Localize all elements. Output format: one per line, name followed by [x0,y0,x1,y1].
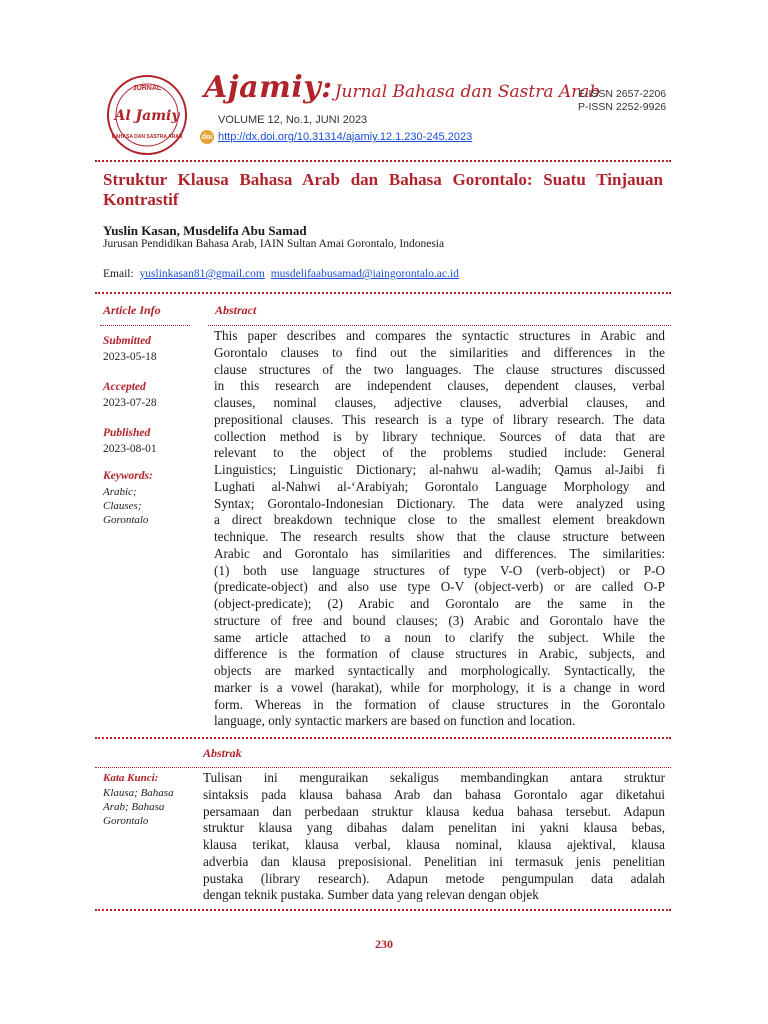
text-line: This paper describes and compares the syntactic structures in Arabic and [214,328,665,343]
submitted-label: Submitted [103,335,151,347]
brand-sub: Jurnal Bahasa dan Sastra Arab [334,82,601,102]
text-line: Lughati al-Nahwi al-ʻArabiyah; Gorontalo Language Morphology and [214,478,665,494]
logo-text-main: Al Jamiy [114,108,180,124]
accepted-date: 2023-07-28 [103,397,157,409]
accepted-label: Accepted [103,381,146,393]
kata-kunci-list [103,786,174,828]
abstract-heading: Abstract [215,303,257,317]
text-line: Arabic and Gorontalo has similarities and differences. The similarities: [214,545,665,561]
text-line: (predicate-object) and also use type O-V (object-verb) or are called O-P [214,579,665,595]
text-line: clauses, nominal clauses, adjective clauses, adverbial clauses, and [214,395,665,410]
doi-icon: doi [200,130,214,144]
article-info-heading: Article Info [103,303,161,317]
page-number: 230 [375,937,393,951]
header-divider [95,160,671,162]
info-head-divider [100,325,190,326]
abstrak-top-divider [95,737,671,739]
logo-text-top: JURNAL [132,85,162,92]
abstract-head-divider [208,325,671,326]
text-line: language, only syntactic markers are based on function and location. [214,713,576,729]
email-label: Email: [103,268,134,280]
text-line: klausa terikat, klausa verbal, klausa nominal, klausa ajektival, klausa [203,837,665,852]
footer-divider [95,909,671,911]
text-line: difference is the formation of clause structures in Arabic, subjects, and [214,646,665,662]
text-line: dengan teknik pustaka. Sumber data yang relevan dengan objek [203,887,539,903]
email-link-1[interactable]: yuslinkasan81@gmail.com [139,268,265,280]
text-line: Tulisan ini menguraikan sekaligus membandingkan antara struktur [203,770,665,785]
text-line: Syntax; Gorontalo-Indonesian Dictionary. The data were analyzed using [214,495,665,511]
text-line: pustaka (library research). Adapun metode pengumpulan data adalah [203,870,665,886]
text-line: (object-predicate); (2) Arabic and Gorontalo are the same in the [214,596,665,611]
published-date: 2023-08-01 [103,443,157,455]
text-line: Gorontalo clauses to find out the similarities and differences in the [214,344,665,360]
text-line: structure of free and bound clauses; (3) Arabic and Gorontalo have the [214,612,665,628]
text-line: same article attached to a noun to clarify the subject. While the [214,629,665,645]
text-line: objects are marked syntactically and morphologically. Syntactically, the [214,663,665,678]
brand-main: Ajamiy: [204,70,333,105]
text-line: relevant to the object of the problems studied include: General [214,445,665,461]
kata-kunci-label: Kata Kunci: [103,772,159,784]
keyword: Arab; Bahasa [103,801,165,813]
keyword: Clauses; [103,500,142,512]
text-line: a direct breakdown technique close to the smallest element breakdown [214,512,665,528]
journal-brand [204,70,600,105]
email-link-2[interactable]: musdelifaabusamad@iaingorontalo.ac.id [270,268,459,280]
keyword: Klausa; Bahasa [103,787,174,799]
abstrak-head-divider [95,767,671,768]
volume-info: VOLUME 12, No.1, JUNI 2023 [218,114,368,126]
submitted-date: 2023-05-18 [103,351,157,363]
logo-text-bottom: BAHASA DAN SASTRA ARAB [111,134,183,140]
text-line: collection method is by library technique. Sources of data that are [214,428,665,444]
doi-link[interactable]: http://dx.doi.org/10.31314/ajamiy.12.1.230-245.2023 [218,131,473,143]
article-title: Struktur Klausa Bahasa Arab dan Bahasa Gorontalo: Suatu Tinjauan Kontrastif [103,170,663,209]
pissn: P-ISSN 2252-9926 [578,101,667,113]
keywords-label: Keywords: [103,470,153,482]
text-line: struktur klausa yang dibahas dalam penelitan ini yakni klausa bebas, [203,820,665,836]
text-line: form. Whereas in the formation of clause structures in the Gorontalo [214,696,665,712]
text-line: adverbia dan klausa preposisional. Penelitian ini termasuk jenis penelitian [203,853,665,869]
text-line: prepositional clauses. This research is a type of library research. The data [214,411,665,427]
text-line: marker is a vowel (harakat), while for morphology, it is a change in word [214,679,665,695]
keywords-list [103,485,148,527]
article-authors: Yuslin Kasan, Musdelifa Abu Samad [103,223,307,238]
text-line: technique. The research results show that the clause structure between [214,529,665,544]
abstrak-heading: Abstrak [203,746,242,760]
abstract-body [214,328,665,730]
issn-block [578,88,666,114]
text-line: (1) both use language structures of type V-O (verb-object) or P-O [214,562,665,578]
info-top-divider [95,292,671,294]
email-line [103,268,459,280]
eissn: E-ISSN 2657-2206 [578,88,667,100]
text-line: Linguistics; Linguistic Dictionary; al-nahwu al-wadih; Qamus al-Jaibi fi [214,462,665,477]
published-label: Published [103,427,151,439]
text-line: in this research are independent clauses, dependent clauses, verbal [214,378,665,394]
text-line: persamaan dan perbedaan struktur klausa kedua bahasa tersebut. Adapun [203,803,665,819]
keyword: Gorontalo [103,514,149,526]
abstrak-body [203,770,665,904]
text-line: sintaksis pada klausa bahasa Arab dan bahasa Gorontalo agar diketahui [203,786,665,802]
doi-row [200,130,472,144]
keyword: Gorontalo [103,815,149,827]
keyword: Arabic; [103,486,137,498]
journal-logo-icon [106,74,188,156]
text-line: clause structures of the two languages. The clause structures discussed [214,361,665,377]
article-affiliation: Jurusan Pendidikan Bahasa Arab, IAIN Sultan Amai Gorontalo, Indonesia [103,238,445,250]
